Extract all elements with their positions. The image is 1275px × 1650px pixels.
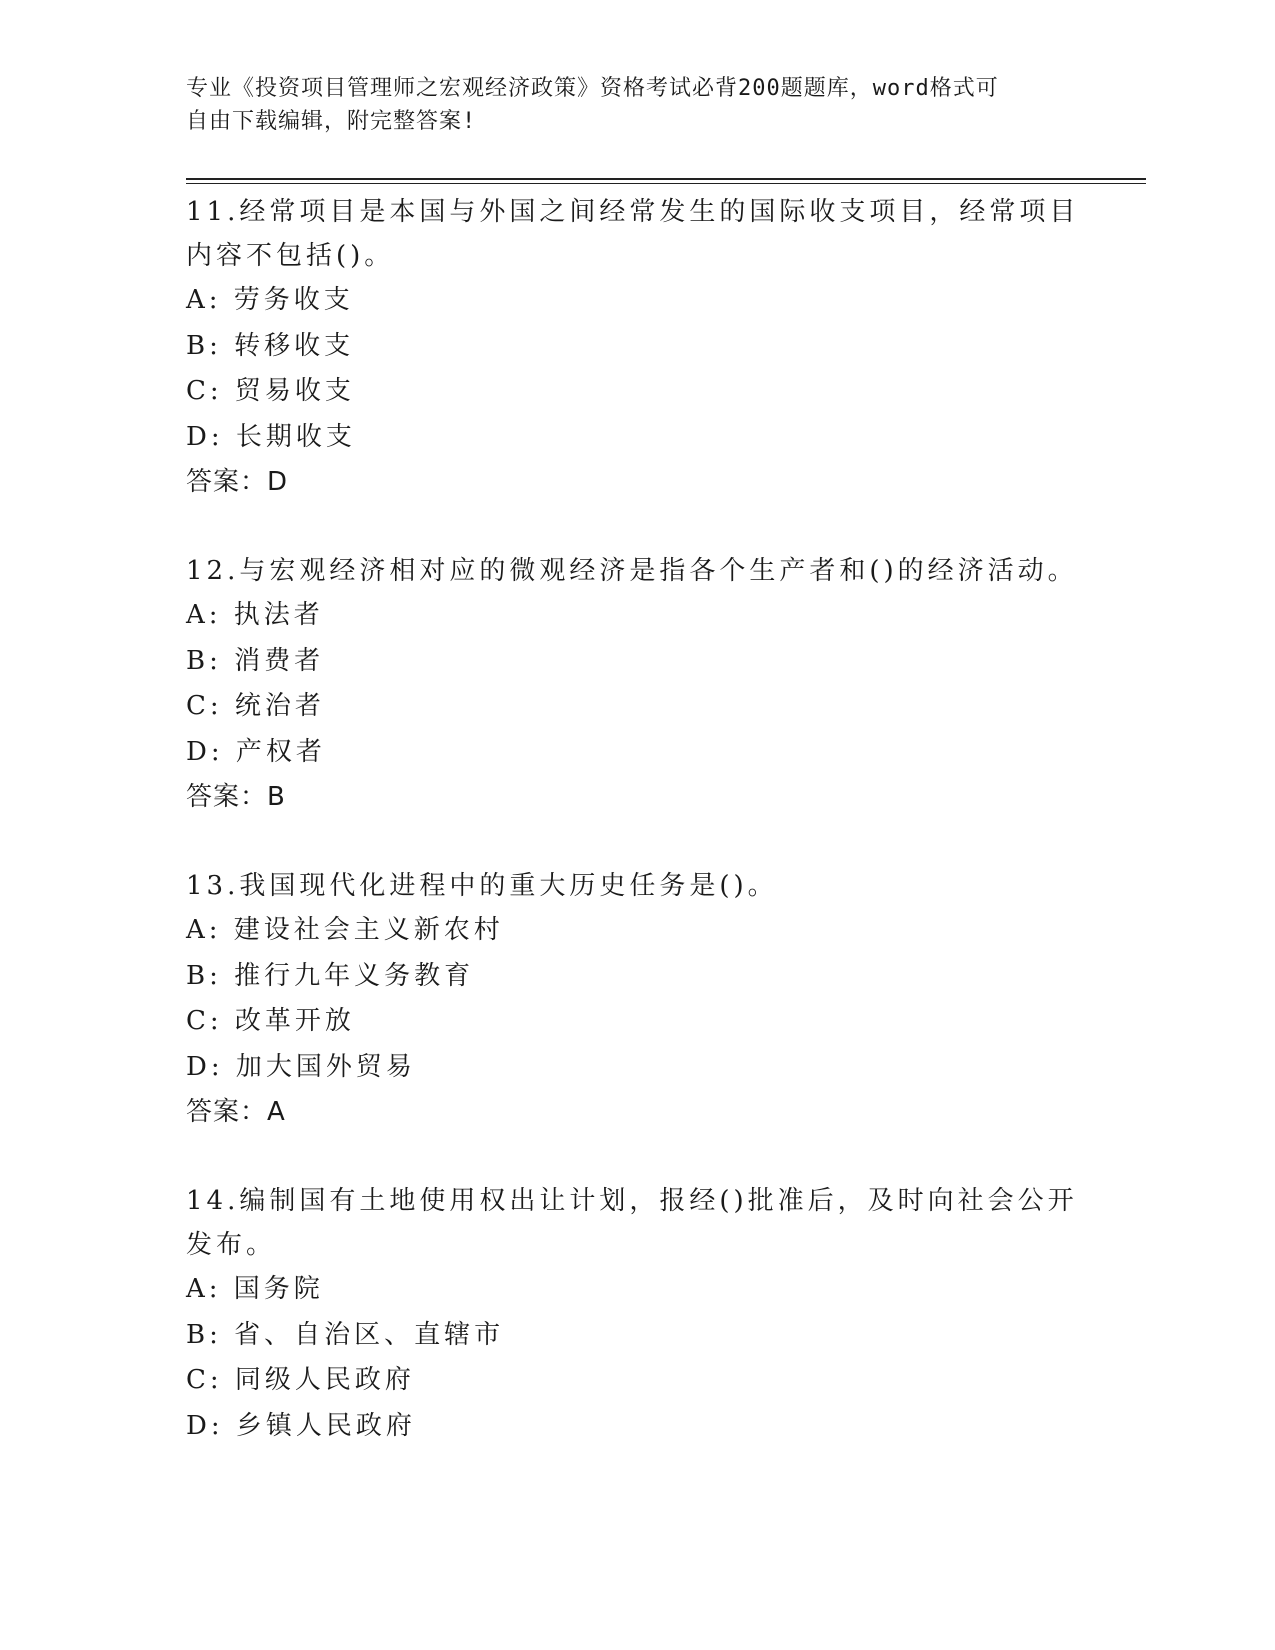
option-c: C: 贸易收支 [186, 376, 355, 406]
option-c: C: 统治者 [186, 691, 325, 721]
option-a: A: 国务院 [186, 1274, 324, 1304]
answer: 答案：B [186, 782, 286, 812]
question-14 [186, 1179, 1086, 1449]
question-stem: 14.编制国有土地使用权出让计划，报经()批准后，及时向社会公开发布。 [186, 1186, 1078, 1260]
answer: 答案：A [186, 1097, 286, 1127]
option-b: B: 转移收支 [186, 330, 355, 361]
question-stem: 13.我国现代化进程中的重大历史任务是()。 [186, 871, 778, 901]
option-b: B: 省、自治区、直辖市 [186, 1319, 505, 1350]
header-divider-thin [186, 183, 1146, 184]
option-a: A: 建设社会主义新农村 [186, 915, 504, 945]
option-a: A: 劳务收支 [186, 285, 354, 315]
option-b: B: 消费者 [186, 645, 325, 676]
option-c: C: 同级人民政府 [186, 1365, 415, 1395]
option-d: D: 加大国外贸易 [186, 1051, 416, 1082]
header-line-1: 专业《投资项目管理师之宏观经济政策》资格考试必背200题题库，word格式可 [186, 76, 999, 101]
question-12 [186, 549, 1086, 820]
option-d: D: 产权者 [186, 736, 326, 767]
question-stem: 11.经常项目是本国与外国之间经常发生的国际收支项目，经常项目内容不包括()。 [186, 197, 1080, 271]
header-line-2: 自由下载编辑，附完整答案! [186, 109, 477, 134]
header-divider-thick [186, 178, 1146, 180]
option-a: A: 执法者 [186, 600, 324, 630]
question-stem: 12.与宏观经济相对应的微观经济是指各个生产者和()的经济活动。 [186, 556, 1078, 586]
option-b: B: 推行九年义务教育 [186, 960, 475, 991]
question-13 [186, 864, 1086, 1135]
question-11 [186, 190, 1086, 505]
answer: 答案：D [186, 467, 289, 497]
question-list [186, 190, 1086, 1493]
document-header [186, 72, 1086, 138]
option-c: C: 改革开放 [186, 1006, 355, 1036]
option-d: D: 乡镇人民政府 [186, 1410, 416, 1441]
option-d: D: 长期收支 [186, 421, 356, 452]
